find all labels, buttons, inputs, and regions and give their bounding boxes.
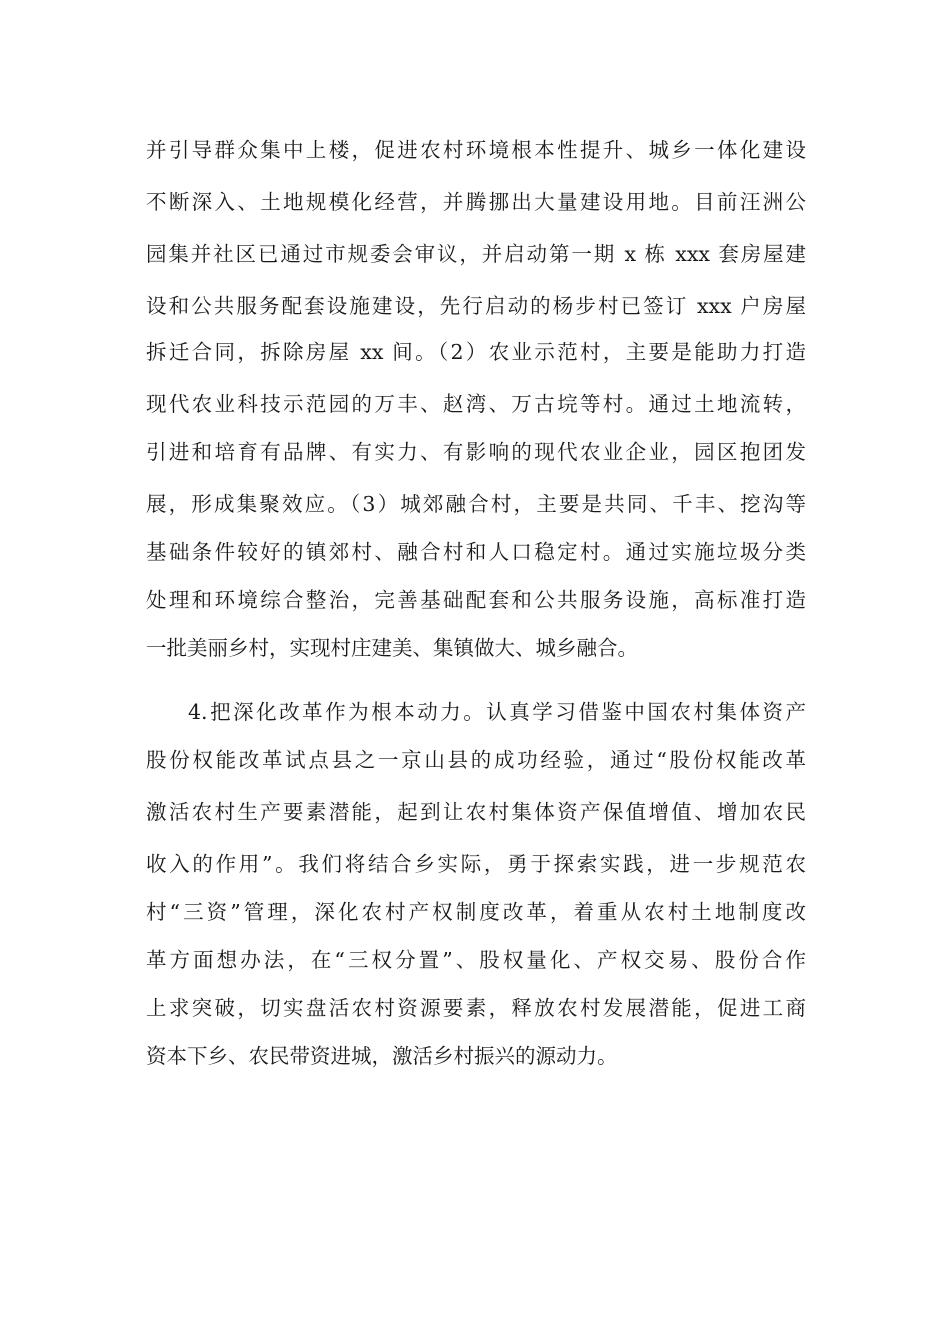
paragraph-line: 园集并社区已通过市规委会审议，并启动第一期 x 栋 xxx 套房屋建 [146, 242, 806, 266]
paragraph-line: 一批美丽乡村，实现村庄建美、集镇做大、城乡融合。 [146, 636, 638, 660]
paragraph-line: 现代农业科技示范园的万丰、赵湾、万古垸等村。通过土地流转， [146, 392, 806, 416]
paragraph-line: 激活农村生产要素潜能，起到让农村集体资产保值增值、增加农民 [146, 800, 806, 824]
paragraph-line: 上求突破，切实盘活农村资源要素，释放农村发展潜能，促进工商 [146, 996, 806, 1020]
paragraph-line: 设和公共服务配套设施建设，先行启动的杨步村已签订 xxx 户房屋 [146, 294, 806, 318]
paragraph-line: 不断深入、土地规模化经营，并腾挪出大量建设用地。目前汪洲公 [146, 190, 806, 214]
paragraph-line: 资本下乡、农民带资进城，激活乡村振兴的源动力。 [146, 1044, 618, 1068]
paragraph-line: 处理和环境综合整治，完善基础配套和公共服务设施，高标准打造 [146, 588, 806, 612]
paragraph-line: 展，形成集聚效应。（3）城郊融合村，主要是共同、千丰、挖沟等 [146, 492, 806, 516]
paragraph-line: 村“三资”管理，深化农村产权制度改革，着重从农村土地制度改 [146, 900, 806, 924]
paragraph-line: 4.把深化改革作为根本动力。认真学习借鉴中国农村集体资产 [188, 700, 806, 724]
paragraph-line: 并引导群众集中上楼，促进农村环境根本性提升、城乡一体化建设 [146, 138, 806, 162]
paragraph-line: 股份权能改革试点县之一京山县的成功经验，通过“股份权能改革 [146, 748, 806, 772]
paragraph-line: 引进和培育有品牌、有实力、有影响的现代农业企业，园区抱团发 [146, 440, 806, 464]
paragraph-line: 收入的作用”。我们将结合乡实际，勇于探索实践，进一步规范农 [146, 852, 806, 876]
paragraph-line: 拆迁合同，拆除房屋 xx 间。（2）农业示范村，主要是能助力打造 [146, 340, 806, 364]
paragraph-line: 基础条件较好的镇郊村、融合村和人口稳定村。通过实施垃圾分类 [146, 540, 806, 564]
paragraph-line: 革方面想办法，在“三权分置”、股权量化、产权交易、股份合作 [146, 948, 806, 972]
